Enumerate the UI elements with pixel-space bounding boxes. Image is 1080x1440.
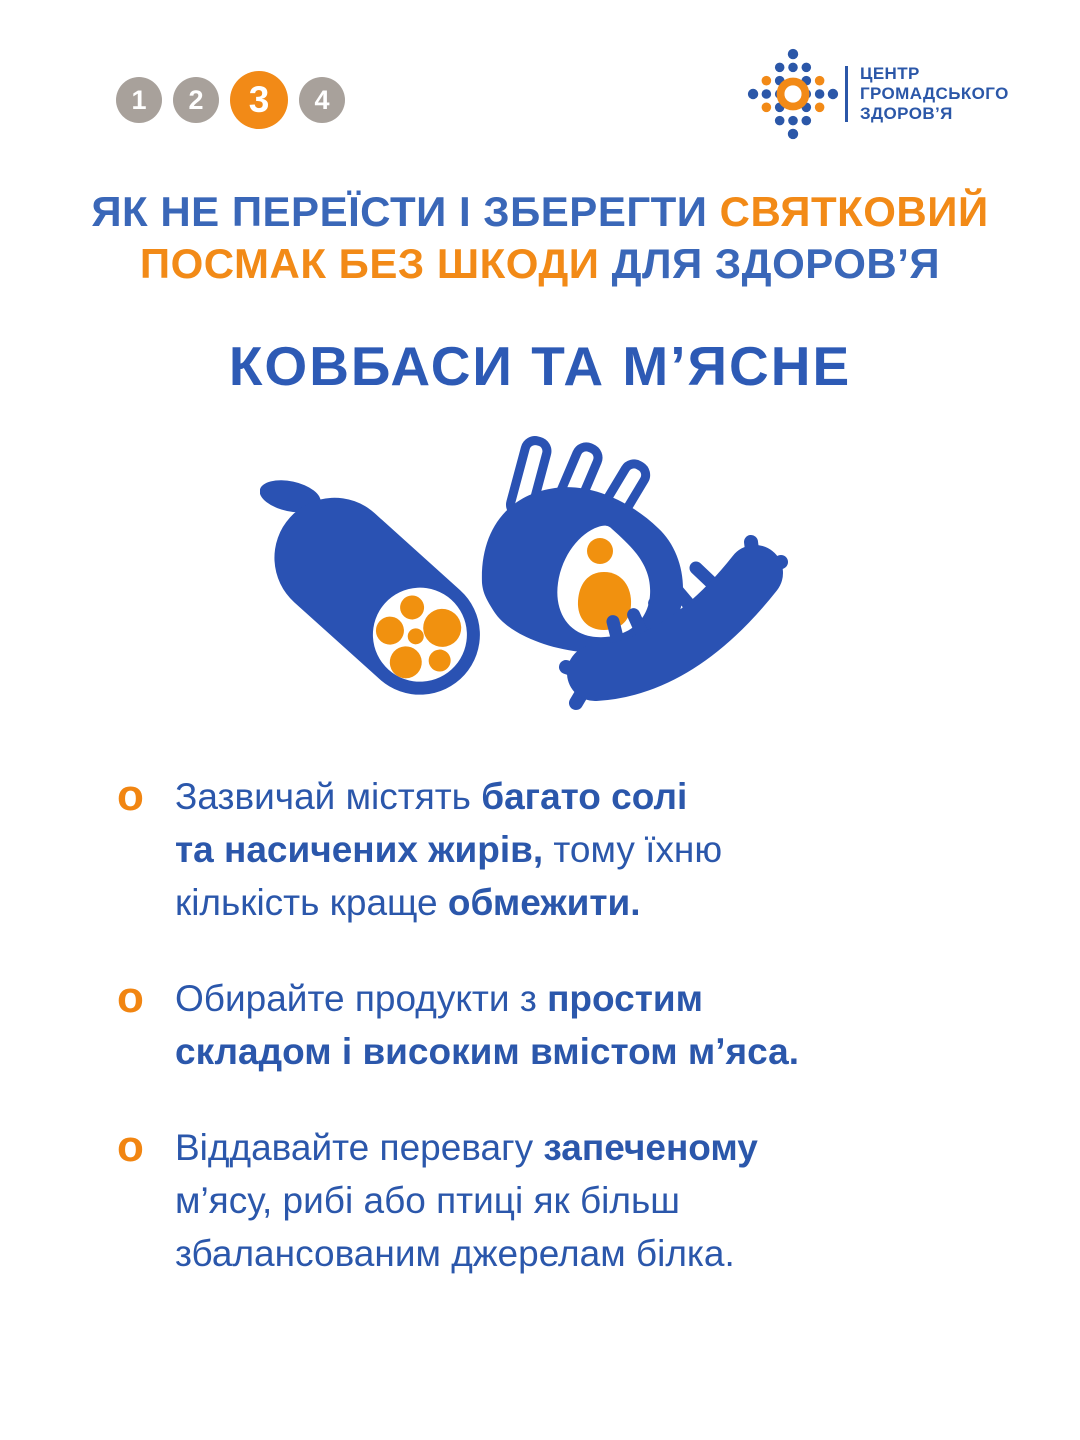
bullet3-line3-normal: збалансованим джерелам білка.: [175, 1233, 735, 1274]
logo-wordmark: [860, 64, 1009, 124]
logo-line-2: ГРОМАДСЬКОГО: [860, 84, 1009, 103]
bullet-text: [175, 972, 799, 1078]
bullet-text: [175, 1121, 758, 1280]
bullet2-line1-normal: Обирайте продукти з: [175, 978, 548, 1019]
title-line2-orange: ПОСМАК БЕЗ ШКОДИ: [139, 240, 612, 287]
title-line-2: [0, 238, 1080, 290]
title-line-1: [0, 186, 1080, 238]
step-4[interactable]: 4: [299, 77, 345, 123]
step-3-active[interactable]: 3: [230, 71, 288, 129]
step-2[interactable]: 2: [173, 77, 219, 123]
bullet1-line3-bold: обмежити.: [447, 882, 641, 923]
bullet1-line3-normal: кількість краще: [175, 882, 448, 923]
bullet-marker: o: [117, 973, 144, 1022]
step-1[interactable]: 1: [116, 77, 162, 123]
bullet1-line1-normal: Зазвичай містять: [175, 776, 482, 817]
bullet2-line2-bold: складом і високим вмістом м’яса.: [175, 1031, 800, 1072]
bullet-item-salt: [117, 770, 1037, 929]
bullet-item-composition: [117, 972, 1037, 1078]
bullet3-line1-normal: Віддавайте перевагу: [175, 1127, 544, 1168]
bullet-text: [175, 770, 722, 929]
bullet-marker: o: [117, 771, 144, 820]
section-heading: КОВБАСИ ТА М’ЯСНЕ: [228, 335, 852, 397]
ribs-icon: [482, 438, 683, 653]
step-indicator: [116, 70, 345, 130]
title-line1-orange: СВЯТКОВИЙ: [719, 188, 989, 235]
page-title: [0, 186, 1080, 290]
logo: [741, 42, 1009, 146]
bullet2-line1-bold: простим: [547, 978, 703, 1019]
bullet1-line1-bold: багато солі: [481, 776, 688, 817]
title-line1-blue: ЯК НЕ ПЕРЕЇСТИ І ЗБЕРЕГТИ: [91, 188, 720, 235]
bullet3-line1-bold: запеченому: [543, 1127, 758, 1168]
bullet-list: [117, 770, 1037, 1323]
bullet-marker: o: [117, 1122, 144, 1171]
logo-line-1: ЦЕНТР: [860, 64, 920, 83]
bullet1-line2-normal: тому їхню: [543, 829, 723, 870]
logo-divider: [845, 66, 848, 122]
logo-line-3: ЗДОРОВ’Я: [860, 104, 953, 123]
bullet3-line2-normal: м’ясу, рибі або птиці як більш: [175, 1180, 680, 1221]
meat-illustration: [260, 433, 820, 728]
title-line2-blue: ДЛЯ ЗДОРОВ’Я: [611, 240, 941, 287]
salami-icon: [260, 441, 505, 720]
bullet1-line2-bold: та насичених жирів,: [175, 829, 544, 870]
bullet-item-baked: [117, 1121, 1037, 1280]
logo-dots-icon: [741, 42, 845, 146]
